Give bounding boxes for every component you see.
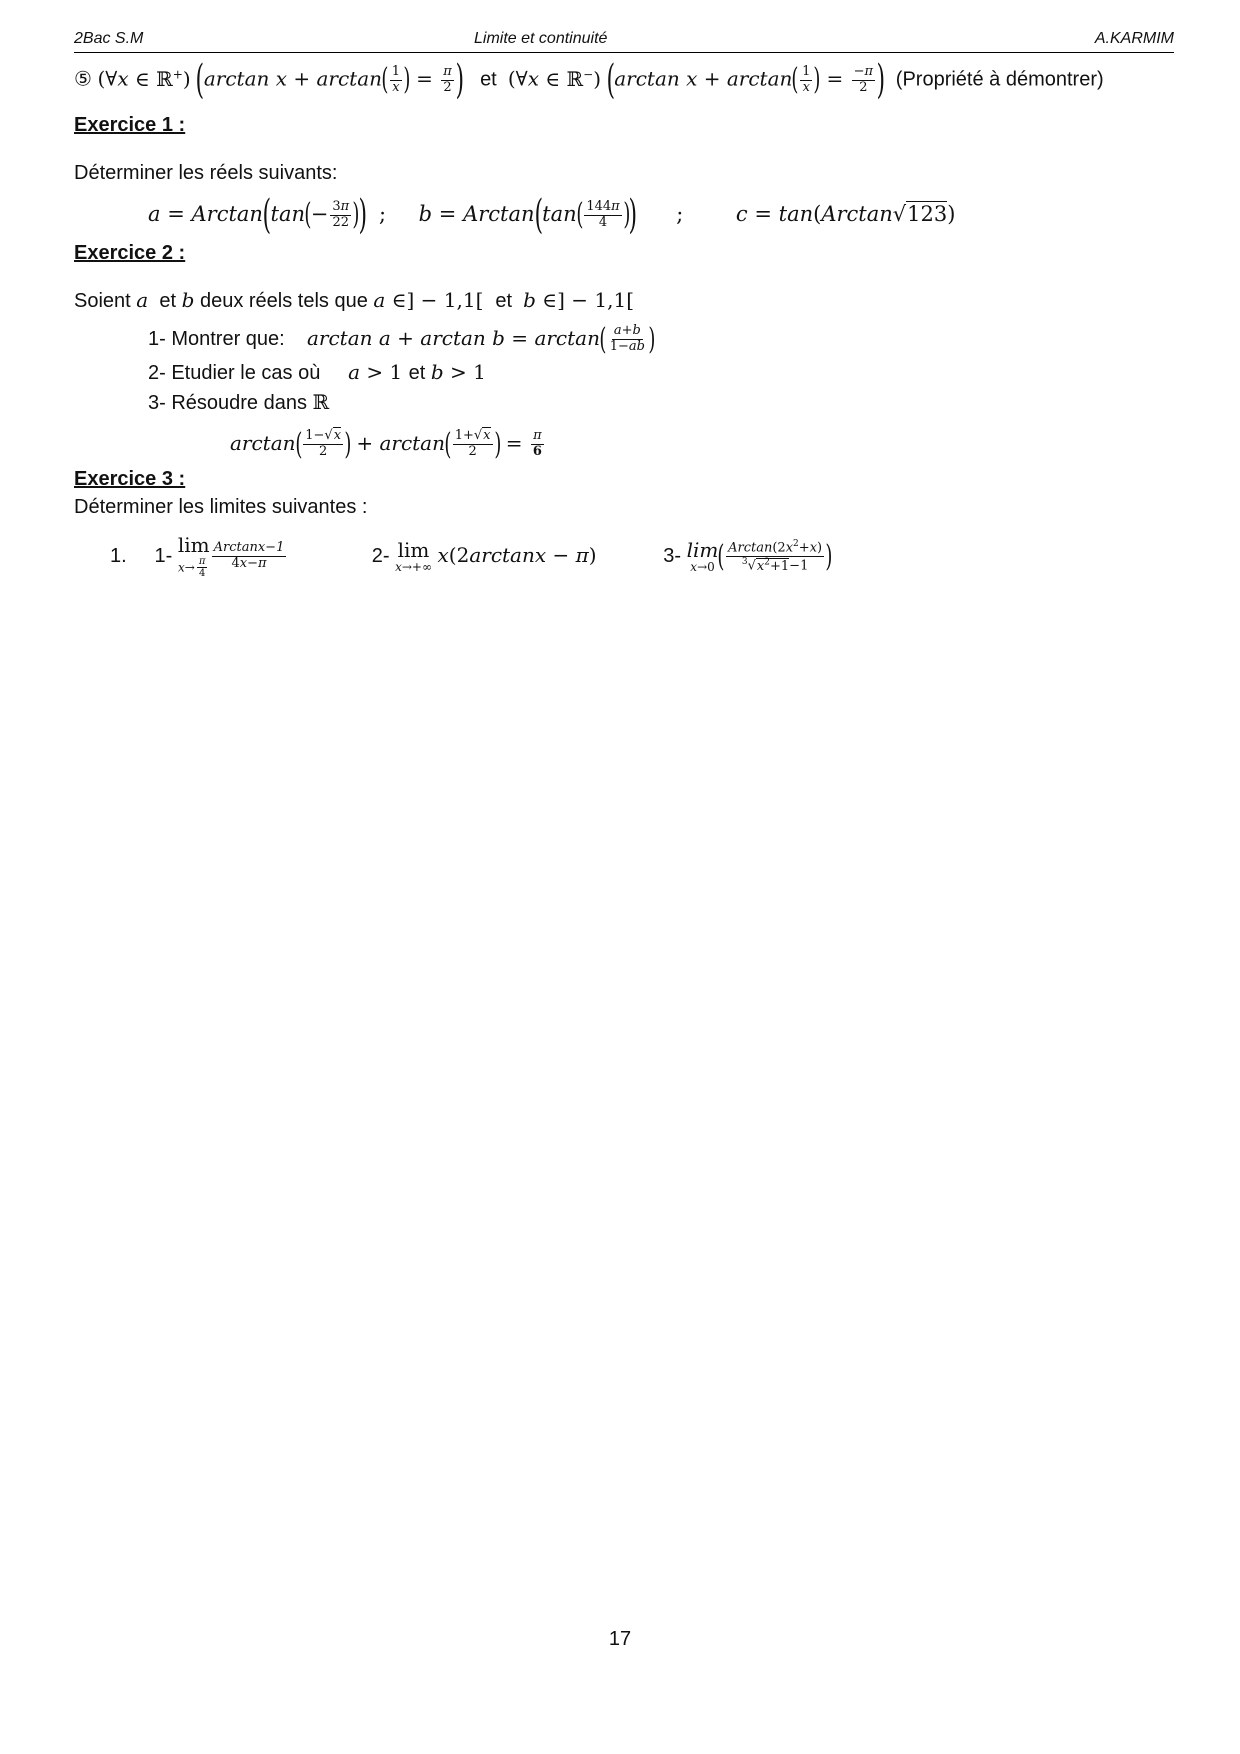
header-author: A.KARMIM <box>1094 30 1174 47</box>
exercise3-limits: 1. 1- lim x→ $\frac{\pi}{4}$ $\frac{\text{Arctanx−1}}{4x-\pi}$ 2- lim x→+∞ x(2arctanx − π) 3- lim x→0 ( $\frac{Arctan(2x^2+x)}{^3√x^2+1-1}$ ) <box>110 532 833 580</box>
list-number: 1. <box>110 545 127 567</box>
property-marker: ⑤ <box>74 68 92 91</box>
exercise2-item3: 3- Résoudre dans ℝ <box>148 390 330 414</box>
item2-et: et <box>408 362 426 384</box>
exercise1-formulas: a = Arctan(tan(− $\frac{3\pi}{22}$ )) ; b = Arctan(tan( $\frac{144\pi}{4}$ )) ; c = tan(Arctan√123) <box>148 192 956 239</box>
header-chapter: Limite et continuité <box>474 30 608 47</box>
header-class: 2Bac S.M <box>74 30 144 47</box>
exercise2-item1: 1- Montrer que: arctan a + arctan b = arctan( $\frac{a+b}{1-ab}$ ) <box>148 321 656 357</box>
intro-et-2: et <box>495 290 513 312</box>
property-note: (Propriété à démontrer) <box>895 68 1104 91</box>
intro-soient: Soient <box>74 290 131 312</box>
intro-rest: deux réels tels que <box>199 290 368 312</box>
exercise2-intro: Soient a et b deux réels tels que a ∈] − 1,1[ et b ∈] − 1,1[ <box>74 288 634 312</box>
limit1-label: 1- <box>154 545 173 567</box>
limit3-label: 3- <box>663 545 682 567</box>
intro-et: et <box>159 290 177 312</box>
exercise2-title: Exercice 2 : <box>74 242 186 264</box>
property-connector: et <box>480 68 497 91</box>
property-line: ⑤ (∀x ∈ ℝ+) (arctan x + arctan( $\frac{1}{x}$ ) = $\frac{\pi}{2}$ ) et (∀x ∈ ℝ−) (arctan x + arctan( $\frac{1}{x}$ ) = $\frac{-\pi}{2}$ ) (Propriété à démontrer) <box>74 57 1104 104</box>
item2-label: 2- Etudier le cas où <box>148 362 321 384</box>
item3-label: 3- Résoudre dans <box>148 392 307 414</box>
exercise1-title: Exercice 1 : <box>74 114 186 136</box>
limit2-label: 2- <box>371 545 390 567</box>
exercise3-intro: Déterminer les limites suivantes : <box>74 496 368 518</box>
exercise3-title: Exercice 3 : <box>74 468 186 490</box>
item1-label: 1- Montrer que: <box>148 328 285 350</box>
exercise2-item2: 2- Etudier le cas où a > 1 et b > 1 <box>148 360 486 384</box>
page-header <box>74 30 1174 53</box>
page-number: 17 <box>608 1628 632 1650</box>
exercise2-equation: arctan( $\frac{1-√x}{2}$ ) + arctan( $\frac{1+√x}{2}$ ) = $\frac{\pi}{6}$ <box>230 426 542 462</box>
exercise1-intro: Déterminer les réels suivants: <box>74 162 338 184</box>
